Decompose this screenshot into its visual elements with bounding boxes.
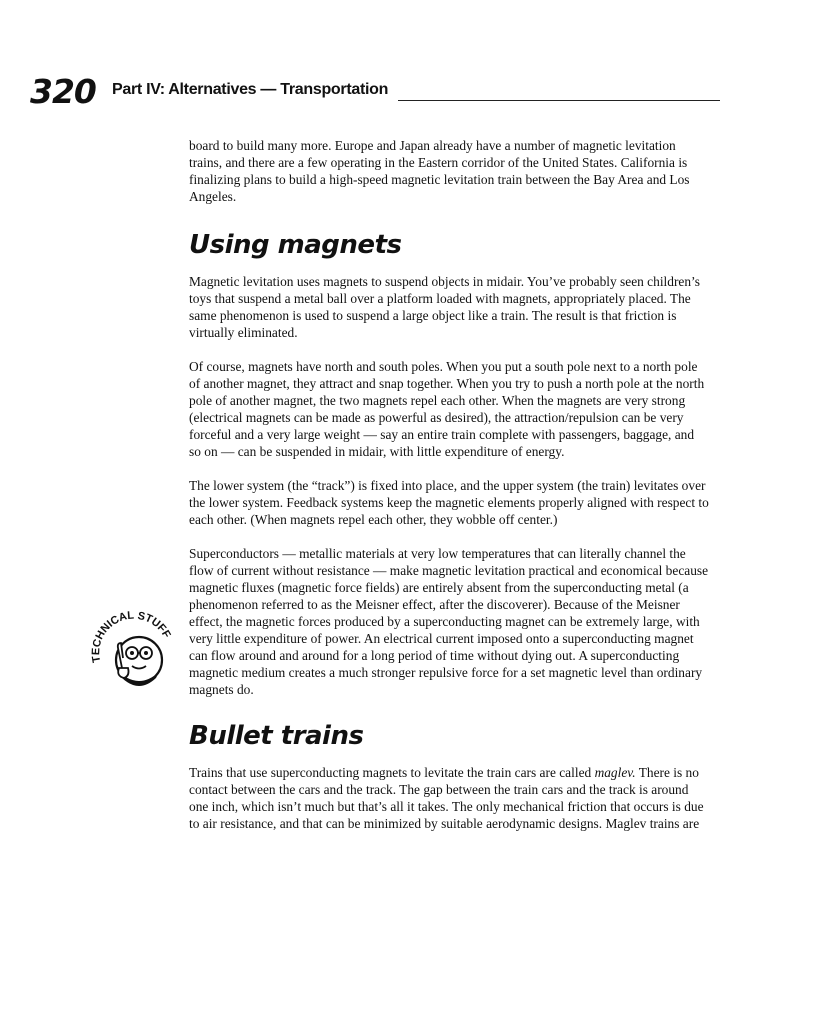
paragraph-maglev — [189, 764, 709, 832]
header-rule — [398, 100, 720, 101]
paragraph-intro: board to build many more. Europe and Japan already have a number of magnetic levitation trains, and there are a few operating in the Eastern corridor of the United States. California is finalizing plans to build a high-speed magnetic levitation train between the Bay Area and Los Angeles. — [189, 138, 690, 204]
page-number: 320 — [30, 72, 96, 111]
section-heading-bullet-trains: Bullet trains — [189, 721, 364, 751]
technical-stuff-icon-label: TECHNICAL STUFF — [90, 609, 173, 664]
maglev-term: maglev. — [594, 765, 636, 780]
paragraph-superconductors: Superconductors — metallic materials at very low temperatures that can literally channel the flow of current without resistance — make magnetic levitation practical and economical because magnetic fluxes (magnetic force fields) are entirely absent from the superconducting metal (a phenomenon referred to as the Meisner effect, after the discoverer). Because of the Meisner effect, the magnetic forces produced by a superconducting magnet can be extremely large, with very little expenditure of power. An electrical current imposed onto a superconducting magnet can flow around and around for a long period of time without dying out. A superconducting magnetic medium creates a much stronger repulsive force for a set magnetic level than ordinary magnets do. — [189, 546, 709, 697]
page-content — [189, 137, 709, 849]
technical-stuff-icon-graphic — [86, 606, 176, 696]
paragraph-magnet-poles: Of course, magnets have north and south poles. When you put a south pole next to a north pole of another magnet, they attract and snap together. When you try to push a north pole at the north pole of another magnet, the two magnets repel each other. When the magnets are very strong (electrical magnets can be made as powerful as desired), the attraction/repulsion can be very forceful and a very large weight — say an entire train complete with passengers, baggage, and so on — can be suspended in midair, with little expenditure of energy. — [189, 359, 705, 459]
page-header — [30, 70, 720, 110]
section-heading-using-magnets: Using magnets — [189, 230, 402, 260]
paragraph-track-system: The lower system (the “track”) is fixed into place, and the upper system (the train) levitates over the lower system. Feedback systems keep the magnetic elements properly aligned with respect to each other. (When magnets repel each other, they wobble off center.) — [189, 478, 709, 527]
running-head: Part IV: Alternatives — Transportation — [112, 81, 389, 98]
technical-stuff-icon — [86, 606, 176, 696]
maglev-text-start: Trains that use superconducting magnets to levitate the train cars are called — [189, 765, 595, 780]
paragraph-levitation: Magnetic levitation uses magnets to suspend objects in midair. You’ve probably seen children’s toys that suspend a metal ball over a platform loaded with magnets, appropriately placed. The same phenomenon is used to suspend a large object like a train. The result is that friction is virtually eliminated. — [189, 274, 700, 340]
maglev-text-end: There is no contact between the cars and the track. The gap between the train cars and the track is around one inch, which isn’t much but that’s all it takes. The only mechanical friction that occurs is due to air resistance, and that can be minimized by suitable aerodynamic designs. Maglev trains are — [189, 765, 704, 831]
